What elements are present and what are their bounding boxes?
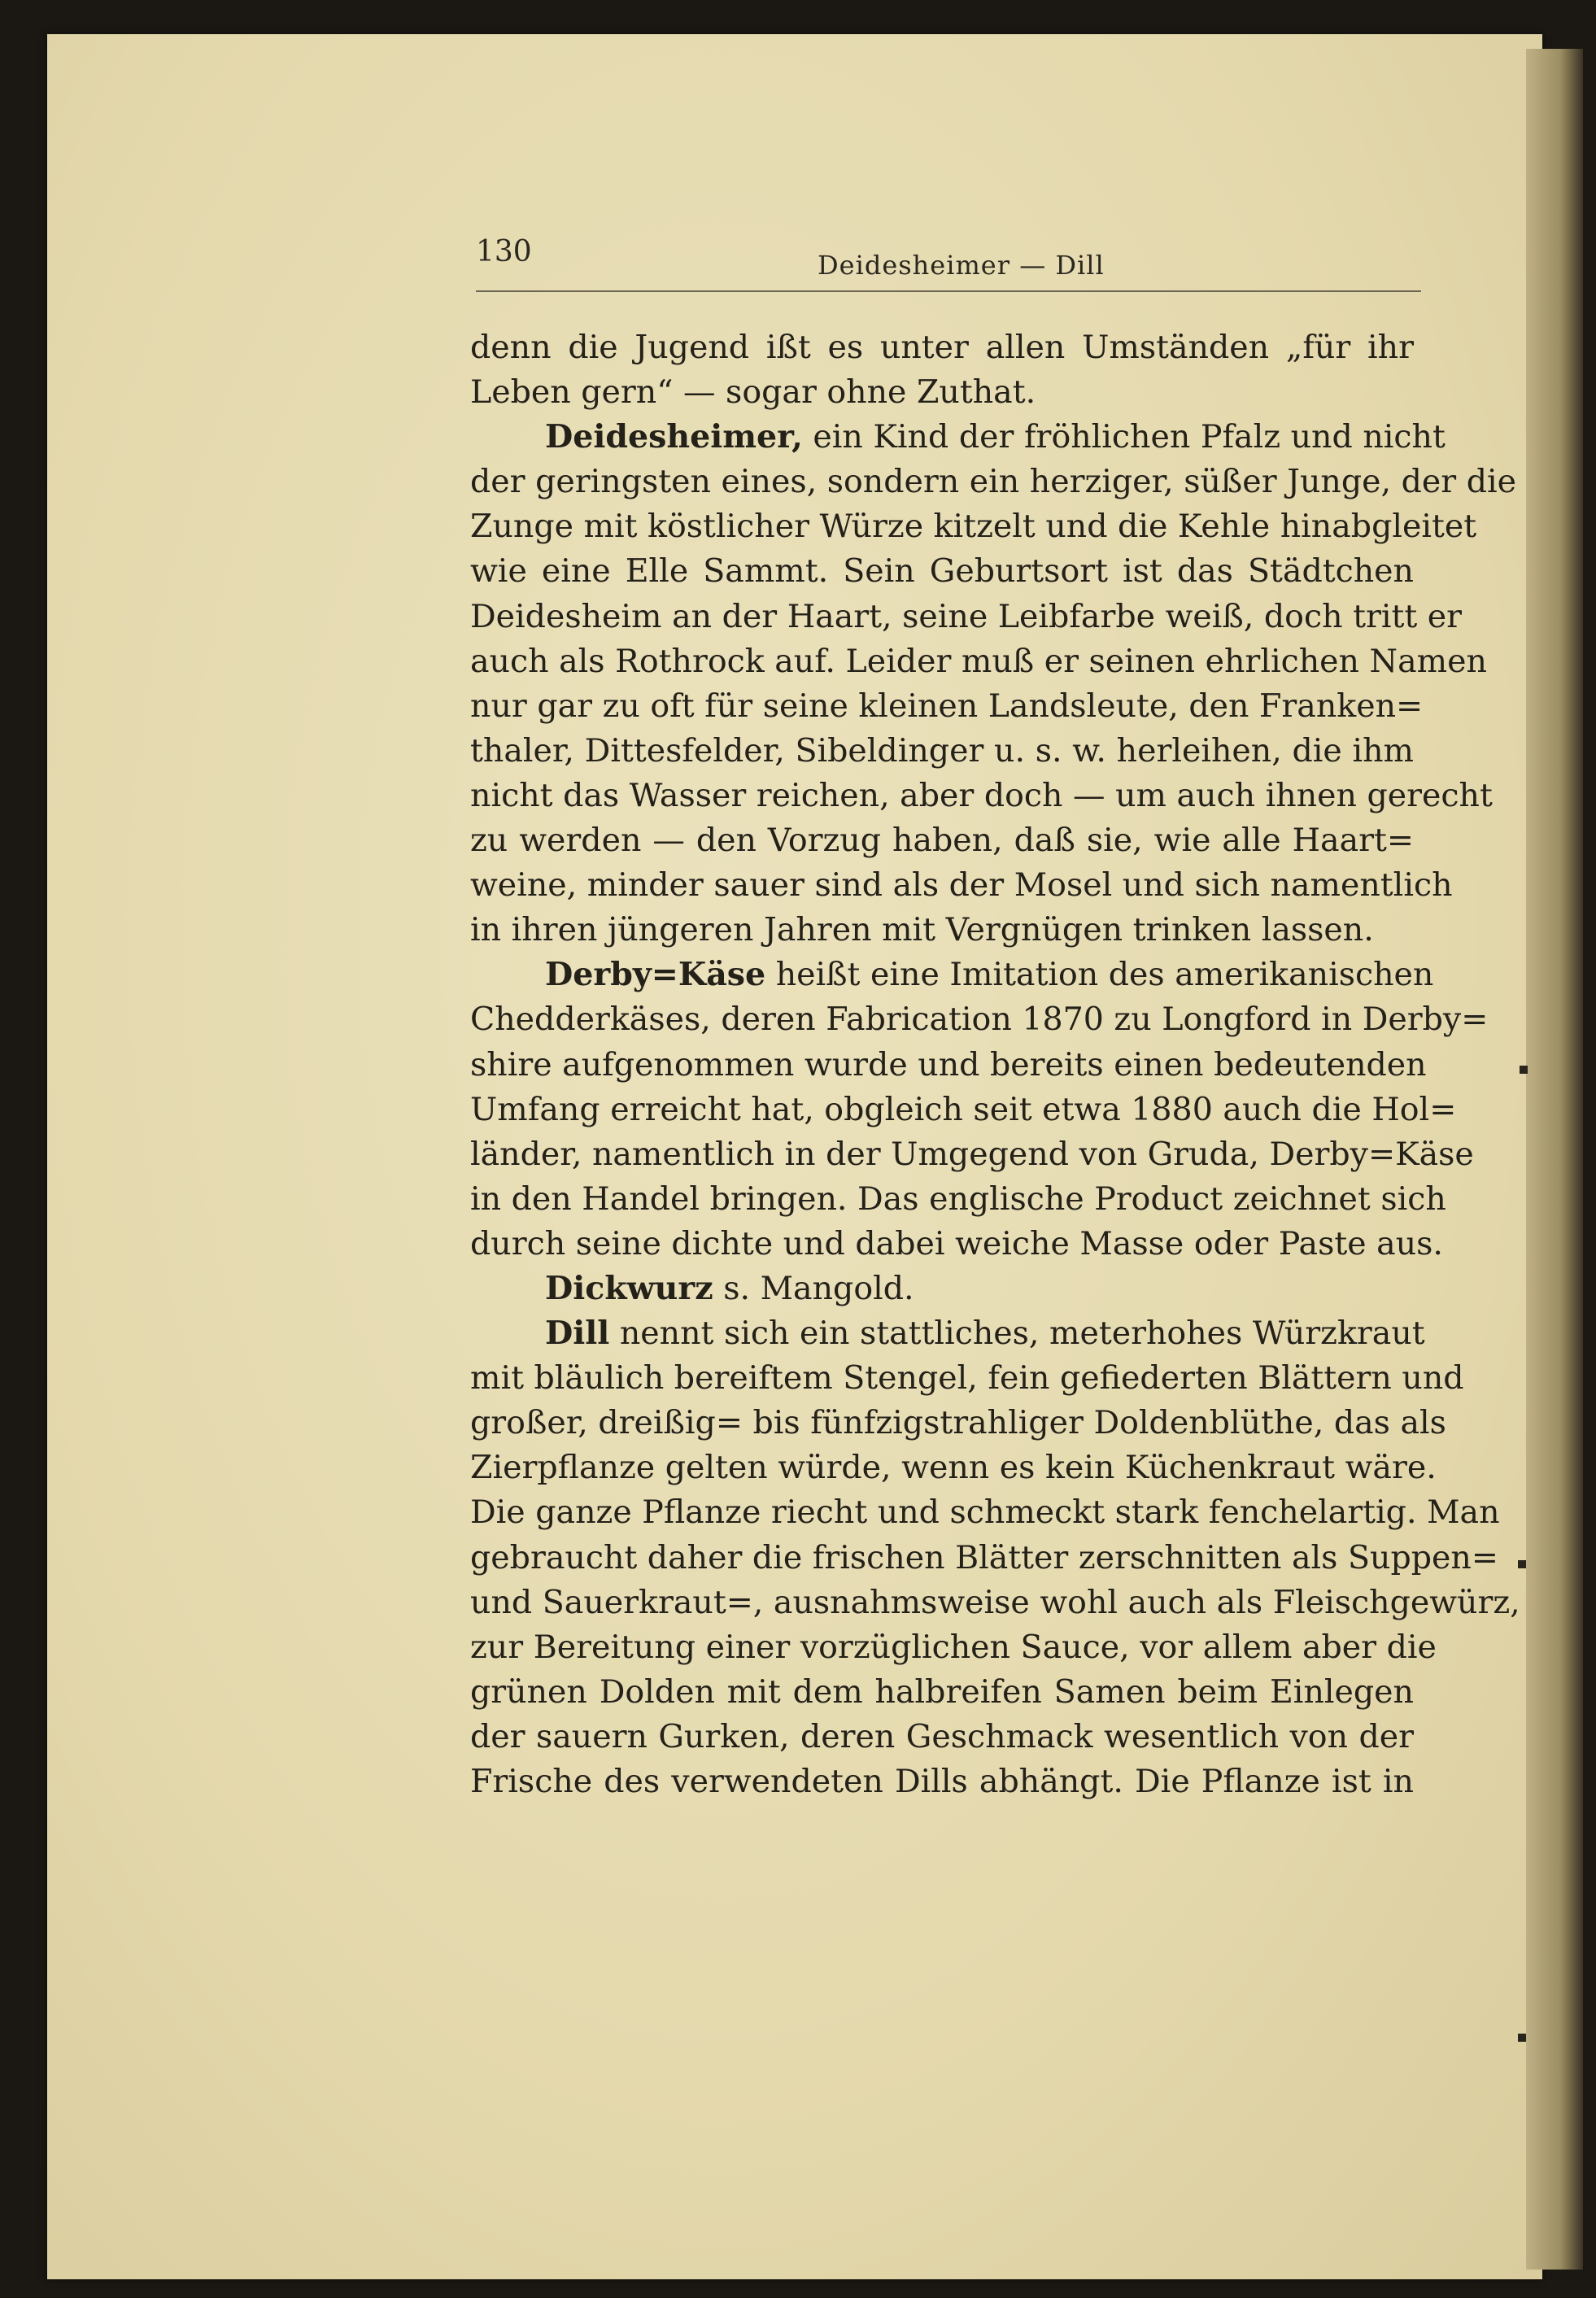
- text-line: [470, 370, 1414, 415]
- text-line: [470, 1625, 1437, 1670]
- line-text: ein Kind der fröhlichen Pfalz und nicht: [802, 418, 1446, 456]
- line-text: nur gar zu oft für seine kleinen Landsleute, den Franken=: [470, 687, 1424, 725]
- text-line: [470, 549, 1414, 594]
- line-text: shire aufgenommen wurde und bereits einen bedeutenden: [470, 1045, 1427, 1084]
- line-text: gebraucht daher die frischen Blätter zerschnitten als Suppen=: [470, 1538, 1498, 1576]
- text-line: [470, 1581, 1520, 1625]
- text-line: [470, 729, 1414, 774]
- line-text: auch als Rothrock auf. Leider muß er seinen ehrlichen Namen: [470, 642, 1487, 680]
- margin-mark: [1520, 1066, 1528, 1074]
- text-line: [470, 1715, 1414, 1759]
- line-text: denn die Jugend ißt es unter allen Umständen „für ihr: [470, 329, 1414, 366]
- margin-mark: [1518, 1560, 1526, 1568]
- line-text: nennt sich ein stattliches, meterhohes Würzkraut: [609, 1315, 1425, 1353]
- line-text: Frische des verwendeten Dills abhängt. Die Pflanze ist in: [470, 1763, 1414, 1800]
- text-line: [470, 504, 1477, 549]
- line-text: großer, dreißig= bis fünfzigstrahliger Doldenblüthe, das als: [470, 1404, 1446, 1442]
- text-line: [470, 997, 1489, 1042]
- text-line: [470, 774, 1493, 818]
- entry-headword: Dill: [545, 1315, 610, 1353]
- page-number: 130: [476, 235, 532, 268]
- book-spine-edge: [1526, 49, 1583, 2270]
- line-text: der sauern Gurken, deren Geschmack wesentlich von der: [470, 1717, 1414, 1755]
- line-text: Leben gern“ — sogar ohne Zuthat.: [470, 373, 1036, 412]
- text-line: [470, 863, 1453, 908]
- text-line: [470, 415, 1446, 460]
- text-line: [470, 325, 1414, 370]
- line-text: in den Handel bringen. Das englische Product zeichnet sich: [470, 1180, 1446, 1218]
- line-text: zur Bereitung einer vorzüglichen Sauce, vor allem aber die: [470, 1628, 1437, 1666]
- text-line: [470, 1222, 1443, 1267]
- line-text: mit bläulich bereiftem Stengel, fein gefiederten Blättern und: [470, 1359, 1464, 1398]
- line-text: heißt eine Imitation des amerikanischen: [765, 956, 1434, 994]
- margin-mark: [1518, 2034, 1526, 2042]
- text-line: [470, 1536, 1498, 1581]
- text-line: [470, 1356, 1464, 1401]
- line-text: grünen Dolden mit dem halbreifen Samen beim Einlegen: [470, 1672, 1414, 1711]
- text-line: [470, 684, 1424, 729]
- text-line: [470, 1490, 1500, 1535]
- page-header: [476, 232, 1421, 292]
- text-line: [470, 1670, 1414, 1715]
- text-line: [470, 818, 1414, 863]
- line-text: wie eine Elle Sammt. Sein Geburtsort ist das Städtchen: [470, 552, 1414, 591]
- line-text: und Sauerkraut=, ausnahmsweise wohl auch als Fleischgewürz,: [470, 1583, 1520, 1621]
- line-text: thaler, Dittesfelder, Sibeldinger u. s. w. herleihen, die ihm: [470, 731, 1414, 770]
- line-text: Zierpflanze gelten würde, wenn es kein Küchenkraut wäre.: [470, 1449, 1437, 1487]
- entry-headword: Dickwurz: [545, 1269, 713, 1307]
- text-line: [470, 1759, 1414, 1804]
- text-line: [470, 595, 1463, 639]
- text-line: [470, 1267, 1414, 1311]
- text-line: [470, 1446, 1437, 1490]
- entry-headword: Deidesheimer,: [545, 418, 803, 456]
- running-title: Deidesheimer — Dill: [818, 250, 1105, 281]
- text-line: [470, 460, 1517, 504]
- text-line: [470, 908, 1414, 953]
- line-text: nicht das Wasser reichen, aber doch — um auch ihnen gerecht: [470, 776, 1493, 814]
- line-text: zu werden — den Vorzug haben, daß sie, wie alle Haart=: [470, 822, 1414, 860]
- line-text: der geringsten eines, sondern ein herziger, süßer Junge, der die: [470, 463, 1517, 501]
- line-text: Zunge mit köstlicher Würze kitzelt und die Kehle hinabgleitet: [470, 508, 1477, 546]
- line-text: s. Mangold.: [713, 1269, 914, 1307]
- text-line: [470, 1177, 1446, 1222]
- line-text: durch seine dichte und dabei weiche Masse oder Paste aus.: [470, 1224, 1443, 1262]
- text-line: [470, 1132, 1474, 1177]
- line-text: Umfang erreicht hat, obgleich seit etwa 1880 auch die Hol=: [470, 1090, 1457, 1128]
- entry-headword: Derby=Käse: [545, 956, 766, 994]
- line-text: weine, minder sauer sind als der Mosel und sich namentlich: [470, 866, 1453, 905]
- line-text: länder, namentlich in der Umgegend von Gruda, Derby=Käse: [470, 1135, 1474, 1173]
- line-text: Deidesheim an der Haart, seine Leibfarbe weiß, doch tritt er: [470, 597, 1463, 635]
- line-text: in ihren jüngeren Jahren mit Vergnügen trinken lassen.: [470, 911, 1374, 949]
- text-line: [470, 1043, 1427, 1088]
- text-line: [470, 639, 1487, 684]
- line-text: Die ganze Pflanze riecht und schmeckt stark fenchelartig. Man: [470, 1493, 1500, 1532]
- line-text: Chedderkäses, deren Fabrication 1870 zu Longford in Derby=: [470, 1001, 1489, 1039]
- text-line: [470, 953, 1434, 997]
- text-line: [470, 1088, 1457, 1132]
- body-text: [470, 325, 1520, 1804]
- text-line: [470, 1401, 1446, 1446]
- text-line: [470, 1311, 1425, 1356]
